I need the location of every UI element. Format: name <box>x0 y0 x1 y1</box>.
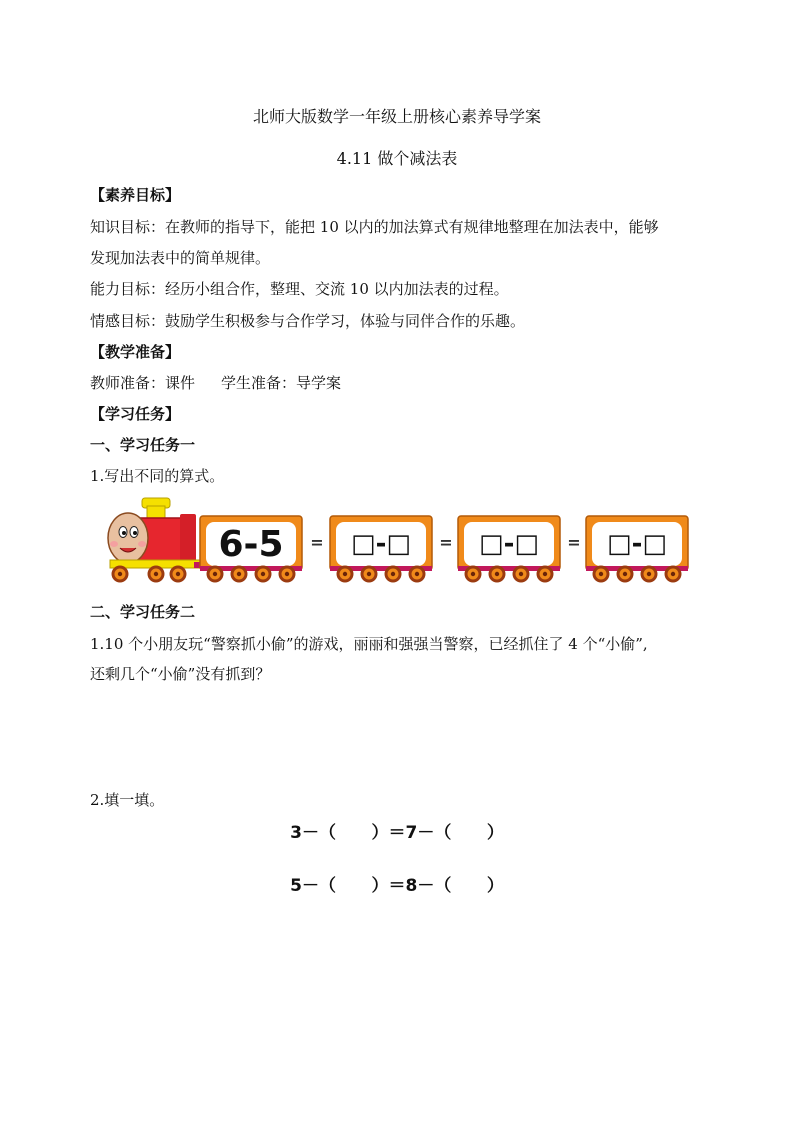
fill-in-row-2 <box>0 871 794 896</box>
task1-question-1: 1.写出不同的算式。 <box>90 467 225 485</box>
prep-line <box>90 373 341 393</box>
fill-in-row-2-left: 5－ <box>290 876 319 896</box>
fill-in-row-1 <box>0 818 794 843</box>
locomotive <box>108 498 204 583</box>
train-car-4 <box>586 516 688 583</box>
prep-heading: 【教学准备】 <box>90 343 181 361</box>
task2-heading: 二、学习任务二 <box>90 603 196 621</box>
equals-sign-2: = <box>439 533 453 552</box>
ability-goal: 能力目标：经历小组合作，整理、交流 10 以内加法表的过程。 <box>90 280 509 298</box>
task2-question-1-line-1: 1.10 个小朋友玩“警察抓小偷”的游戏，丽丽和强强当警察，已经抓住了 4 个“小偷”, <box>90 635 648 653</box>
emotion-goal: 情感目标：鼓励学生积极参与合作学习，体验与同伴合作的乐趣。 <box>90 312 526 330</box>
train-car-2-label: □-□ <box>351 529 411 559</box>
tasks-heading: 【学习任务】 <box>90 405 181 423</box>
teacher-prep: 教师准备：课件 <box>90 374 196 392</box>
doc-title: 北师大版数学一年级上册核心素养导学案 <box>252 107 541 126</box>
equals-sign-1: = <box>310 533 324 552</box>
train-car-1-label: 6-5 <box>218 524 284 565</box>
knowledge-goal-line-1: 知识目标：在教师的指导下，能把 10 以内的加法算式有规律地整理在加法表中，能够 <box>90 218 659 236</box>
train-car-1 <box>200 516 302 583</box>
train-car-3-label: □-□ <box>479 529 539 559</box>
fill-in-row-2-mid: （ ）＝8－ <box>318 876 435 896</box>
lesson-title: 4.11 做个减法表 <box>336 149 458 168</box>
fill-in-row-1-right: （ ） <box>434 823 504 843</box>
train-car-2 <box>330 516 432 583</box>
fill-in-row-1-mid: （ ）＝7－ <box>318 823 435 843</box>
task1-heading: 一、学习任务一 <box>90 436 196 454</box>
student-prep: 学生准备：导学案 <box>221 374 342 392</box>
fill-in-row-1-left: 3－ <box>290 823 319 843</box>
task2-question-1-line-2: 还剩几个“小偷”没有抓到？ <box>90 665 271 683</box>
goals-heading: 【素养目标】 <box>90 186 181 204</box>
equals-sign-3: = <box>567 533 581 552</box>
task2-question-2: 2.填一填。 <box>90 791 165 809</box>
train-car-3 <box>458 516 560 583</box>
train-illustration <box>104 492 696 584</box>
knowledge-goal-line-2: 发现加法表中的简单规律。 <box>90 249 271 267</box>
train-car-4-label: □-□ <box>607 529 667 559</box>
fill-in-row-2-right: （ ） <box>434 876 504 896</box>
